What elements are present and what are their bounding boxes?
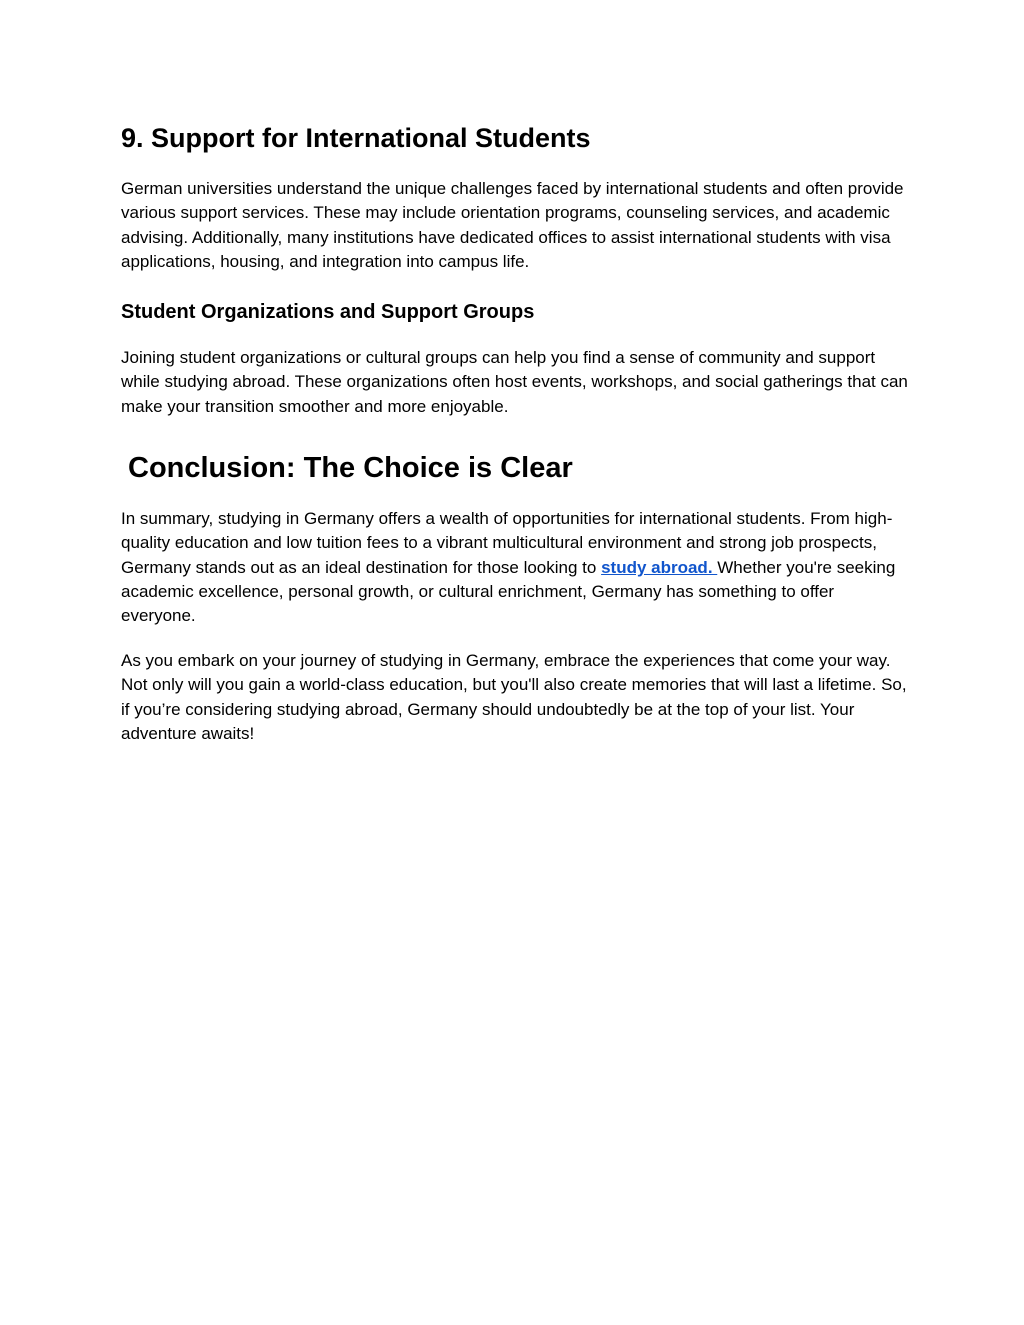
- subsection-paragraph: Joining student organizations or cultural groups can help you find a sense of community and support while studying abroad. These organizations often host events, workshops, and social gatherings that can make your transition smoother and more enjoyable.: [121, 348, 908, 416]
- conclusion-paragraph-1: [121, 507, 911, 628]
- section-paragraph: German universities understand the unique challenges faced by international students and often provide various support services. These may include orientation programs, counseling services, and academic advising. Additionally, many institutions have dedicated offices to assist international students with visa applications, housing, and integration into campus life.: [121, 179, 904, 271]
- subsection-heading: Student Organizations and Support Groups: [121, 301, 535, 323]
- study-abroad-link[interactable]: study abroad.: [601, 557, 718, 577]
- conclusion-paragraph-1-end: Whether you're seeking academic excellence, personal growth, or cultural enrichment, Germany has something to offer everyone.: [121, 557, 896, 626]
- section-heading: 9. Support for International Students: [121, 123, 591, 153]
- conclusion-paragraph-1-start: In summary, studying in Germany offers a wealth of opportunities for international students. From high-quality education and low tuition fees to a vibrant multicultural environment and strong job prospects, Germany stands out as an ideal destination for those looking to: [121, 509, 893, 577]
- conclusion-heading: Conclusion: The Choice is Clear: [128, 452, 573, 484]
- conclusion-paragraph-2: As you embark on your journey of studying in Germany, embrace the experiences that come your way. Not only will you gain a world-class education, but you'll also create memories that will last a lifetime. So, if you’re considering studying abroad, Germany should undoubtedly be at the top of your list. Your adventure awaits!: [121, 651, 907, 743]
